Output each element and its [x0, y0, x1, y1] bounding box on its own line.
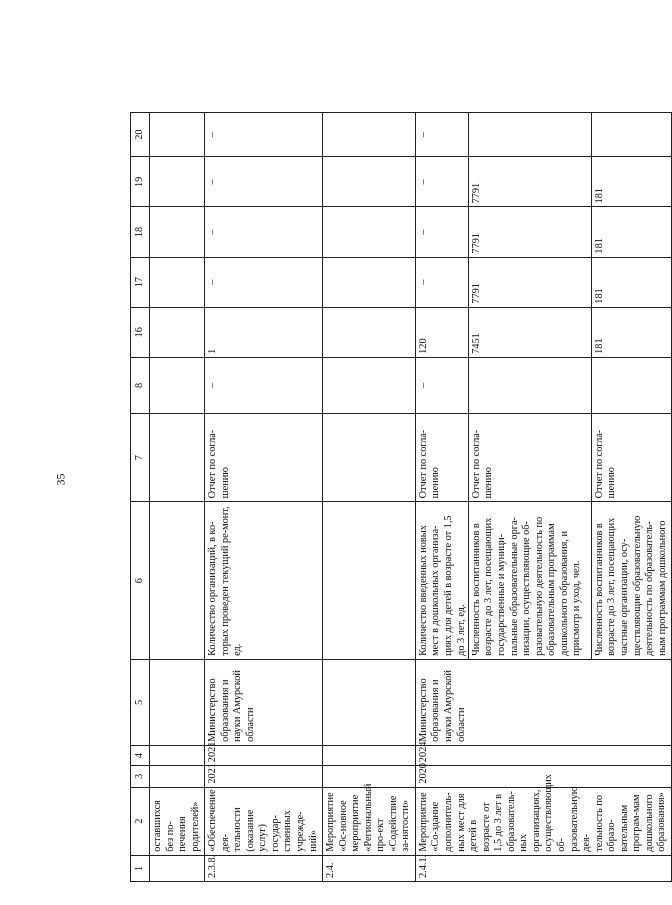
col-header: 8 — [131, 357, 150, 413]
source: Отчет по согла-шению — [416, 414, 469, 501]
indicator — [323, 502, 416, 660]
table-row — [205, 113, 323, 882]
value-cell — [592, 113, 596, 156]
value-cell: – — [416, 157, 469, 206]
value-cell — [469, 113, 592, 156]
table-row — [323, 113, 416, 882]
value-group — [415, 257, 671, 307]
value-cell: – — [416, 207, 469, 256]
value-cell: 120 — [416, 308, 469, 357]
value-cell: – — [416, 113, 469, 156]
executor — [323, 659, 416, 745]
source: Отчет по согла-шению — [593, 429, 618, 499]
value-cell: 181 — [593, 238, 605, 254]
value-cell: 181 — [593, 288, 605, 304]
value-cell: – — [205, 157, 323, 207]
start-year: 2020 — [415, 766, 671, 787]
executor: Министерство образования и науки Амурской области — [205, 659, 323, 745]
value-group — [415, 157, 671, 207]
source — [150, 413, 205, 501]
activity-name: оставшихся без по-печения родителей» — [150, 787, 205, 855]
rotated-table-container — [130, 112, 668, 882]
activity-name: «Обеспечение дея-тельности (оказание услуг) государ-ственных учрежде-ний» — [205, 787, 323, 855]
value-cell — [323, 157, 416, 207]
row-number — [150, 855, 205, 881]
value-cell — [150, 357, 205, 413]
indicator-group — [415, 502, 671, 660]
row-number: 2.4. — [323, 855, 416, 881]
value-cell — [150, 307, 205, 357]
row-number: 2.3.8. — [205, 855, 323, 881]
col-header: 16 — [131, 307, 150, 357]
page-number: 35 — [53, 473, 68, 486]
end-year — [150, 745, 205, 765]
source — [323, 413, 416, 501]
value-group — [415, 357, 671, 413]
value-cell — [323, 113, 416, 157]
table-row — [150, 113, 205, 882]
activity-name: Мероприятие «Ос-новное мероприятие «Региональный про-ект «Содействие за-нятости» — [323, 787, 416, 855]
value-cell: 181 — [593, 338, 605, 354]
value-cell: 7791 — [469, 258, 592, 307]
value-cell — [150, 207, 205, 257]
value-group — [415, 113, 671, 157]
source: Отчет по согла-шению — [469, 414, 592, 501]
value-cell — [323, 357, 416, 413]
indicator — [150, 502, 205, 660]
value-cell — [150, 113, 205, 157]
col-header: 5 — [131, 659, 150, 745]
value-cell: 7451 — [469, 308, 592, 357]
start-year — [150, 766, 205, 787]
value-group — [415, 307, 671, 357]
end-year: 2024 — [415, 745, 671, 765]
col-header: 20 — [131, 113, 150, 157]
col-header: 17 — [131, 257, 150, 307]
col-header: 18 — [131, 207, 150, 257]
value-cell: – — [416, 258, 469, 307]
col-header: 7 — [131, 413, 150, 501]
value-cell — [323, 307, 416, 357]
col-header: 4 — [131, 745, 150, 765]
source-group — [415, 413, 671, 501]
col-header: 2 — [131, 787, 150, 855]
value-cell: 181 — [593, 187, 605, 204]
col-header: 3 — [131, 766, 150, 787]
value-cell — [150, 257, 205, 307]
header-row — [131, 113, 150, 882]
start-year: 2021 — [205, 766, 323, 787]
value-group — [415, 207, 671, 257]
end-year: 2021 — [205, 745, 323, 765]
indicators-table — [130, 112, 672, 882]
executor: Министерство образования и науки Амурской области — [415, 659, 671, 745]
value-cell: – — [416, 358, 469, 413]
executor — [150, 659, 205, 745]
col-header: 19 — [131, 157, 150, 207]
indicator: Численность воспитанников в возрасте до 3 лет, посещающих частные организации, осу-ществляющие образовательную деятельность по образователь-ным программам дошкольного — [593, 515, 668, 656]
activity-name: Мероприятие «Со-здание дополнитель-ных мест для детей в возрасте от 1,5 до 3 лет в образователь-ных организациях, осуществляющих об-разовательную дея-тельность по образо-вательным програм-мам дошкольного образования» — [415, 787, 671, 855]
value-cell: – — [205, 257, 323, 307]
value-cell — [150, 157, 205, 207]
value-cell: – — [205, 113, 323, 157]
row-number: 2.4.1. — [415, 855, 671, 881]
value-cell: 7791 — [469, 157, 592, 206]
col-header: 6 — [131, 502, 150, 660]
indicator: Количество введенных новых мест в дошкольных организа-циях для детей в возрасте от 1,5 до 3 лет, ед. — [416, 502, 469, 659]
source: Отчет по согла-шению — [205, 413, 323, 501]
value-cell — [592, 358, 596, 413]
value-cell — [469, 358, 592, 413]
value-cell: 1 — [205, 307, 323, 357]
value-cell — [323, 207, 416, 257]
value-cell: – — [205, 207, 323, 257]
col-header: 1 — [131, 855, 150, 881]
indicator: Количество организаций, в ко-торых проведен текущий ре-монт, ед. — [205, 502, 323, 660]
value-cell — [323, 257, 416, 307]
table-row — [415, 113, 671, 882]
value-cell: 7791 — [469, 207, 592, 256]
value-cell: – — [205, 357, 323, 413]
end-year — [323, 745, 416, 765]
indicator: Численность воспитанников в возрасте до 3 лет, посещающих государственные и муници-пальные образовательные орга-низации, осуществляющие об-разовательную деятельность по образовательным программам дошкольного образования, и присмотр и уход, чел. — [469, 502, 592, 659]
